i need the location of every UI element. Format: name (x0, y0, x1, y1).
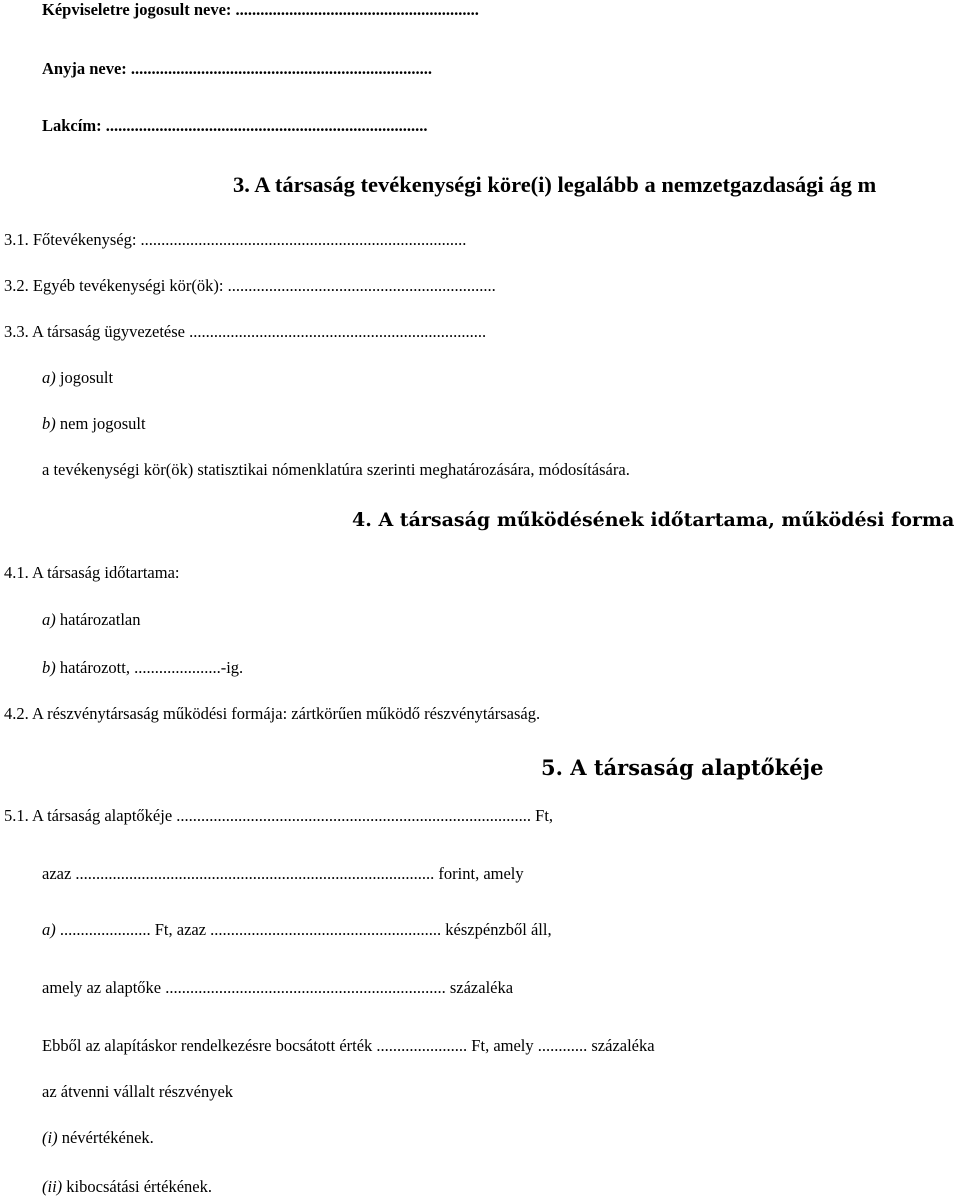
mothers-name-line: Anyja neve: ......................................................................... (42, 59, 433, 78)
section-3-2-line: 3.2. Egyéb tevékenységi kör(ök): ................................................................. (4, 276, 496, 295)
section-3-3-option-a (42, 368, 113, 388)
representative-name-line: Képviseletre jogosult neve: ........................................................... (42, 0, 479, 19)
address-line: Lakcím: .............................................................................. (42, 116, 428, 135)
section-4-2-line: 4.2. A részvénytársaság működési formája: zártkörűen működő részvénytársaság. (4, 704, 541, 723)
section-5-percent-line: amely az alaptőke .................................................................... százaléka (42, 978, 514, 997)
section-5-heading: 5. A társaság alaptőkéje (541, 755, 824, 780)
option-b-text: határozott, .....................-ig. (55, 658, 244, 677)
option-a-label: a) (42, 610, 56, 629)
option-ii-text: kibocsátási értékének. (62, 1177, 212, 1196)
section-4-1-option-a (42, 610, 141, 630)
section-5-ebbol-line: Ebből az alapításkor rendelkezésre bocsátott érték ...................... Ft, amely ............ százaléka (42, 1036, 655, 1055)
option-a-text: jogosult (55, 368, 114, 387)
option-i-label: (i) (42, 1128, 58, 1147)
section-5-1-line: 5.1. A társaság alaptőkéje ...................................................................................... Ft, (4, 806, 554, 825)
section-3-1-line: 3.1. Főtevékenység: ............................................................................... (4, 230, 467, 249)
section-3-3-tail: a tevékenységi kör(ök) statisztikai nómenklatúra szerinti meghatározására, módosítására. (42, 460, 630, 479)
option-b-label: b) (42, 414, 56, 433)
section-5-option-ii (42, 1177, 212, 1197)
option-a-text: határozatlan (55, 610, 141, 629)
option-a-text: ...................... Ft, azaz ........................................................ készpénzből áll, (55, 920, 552, 939)
section-5-option-a (42, 920, 702, 940)
option-a-label: a) (42, 920, 56, 939)
option-b-label: b) (42, 658, 56, 677)
section-3-3-line: 3.3. A társaság ügyvezetése ........................................................................ (4, 322, 487, 341)
section-3-3-option-b (42, 414, 146, 434)
option-i-text: névértékének. (57, 1128, 154, 1147)
section-3-heading: 3. A társaság tevékenységi köre(i) legalább a nemzetgazdasági ág m (233, 172, 877, 197)
option-ii-label: (ii) (42, 1177, 63, 1196)
section-5-option-i (42, 1128, 154, 1148)
section-5-azaz-line: azaz ....................................................................................... forint, amely (42, 864, 524, 883)
section-4-1-line: 4.1. A társaság időtartama: (4, 563, 180, 582)
option-b-text: nem jogosult (55, 414, 146, 433)
option-a-label: a) (42, 368, 56, 387)
section-4-heading: 4. A társaság működésének időtartama, működési forma (352, 509, 955, 531)
section-4-1-option-b (42, 658, 243, 678)
section-5-atvenni-line: az átvenni vállalt részvények (42, 1082, 234, 1101)
